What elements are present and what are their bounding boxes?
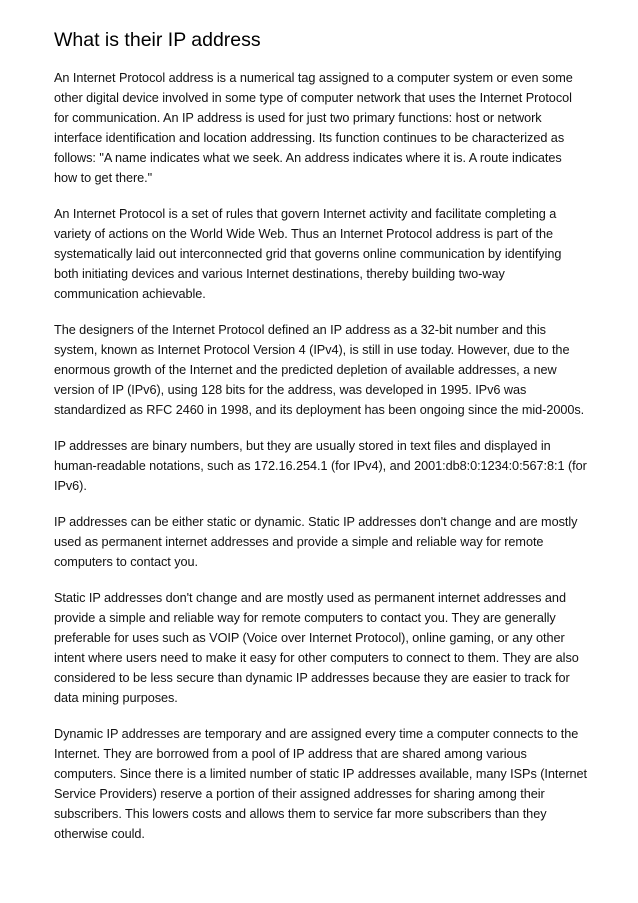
- paragraph-ipv4-ipv6-history: The designers of the Internet Protocol defined an IP address as a 32-bit number and this system, known as Internet Protocol Version 4 (IPv4), is still in use today. However, due to the enormous growth of the Internet and the predicted depletion of available addresses, a new version of IP (IPv6), using 128 bits for the address, was developed in 1995. IPv6 was standardized as RFC 2460 in 1998, and its deployment has been ongoing since the mid-2000s.: [54, 323, 585, 417]
- paragraph-ip-definition: An Internet Protocol address is a numerical tag assigned to a computer system or even some other digital device involved in some type of computer network that uses the Internet Protocol for communication. An IP address is used for just two primary functions: host or network interface identification and location addressing. Its function continues to be characterized as follows: "A name indicates what we seek. An address indicates where it is. A route indicates how to get there.": [54, 71, 573, 185]
- paragraph-static-or-dynamic: IP addresses can be either static or dynamic. Static IP addresses don't change and are mostly used as permanent internet addresses and provide a simple and reliable way for remote computers to contact you.: [54, 515, 578, 569]
- paragraph-protocol-rules: An Internet Protocol is a set of rules that govern Internet activity and facilitate completing a variety of actions on the World Wide Web. Thus an Internet Protocol address is part of the systematically laid out interconnected grid that governs online communication by identifying both initiating devices and various Internet destinations, thereby building two-way communication achievable.: [54, 207, 562, 301]
- document-page: [54, 28, 588, 860]
- paragraph-static-ip: Static IP addresses don't change and are mostly used as permanent internet addresses and provide a simple and reliable way for remote computers to contact you. They are generally preferable for uses such as VOIP (Voice over Internet Protocol), online gaming, or any other intent where users need to make it easy for other computers to connect to them. They are also considered to be less secure than dynamic IP addresses because they are easier to track for data mining purposes.: [54, 591, 579, 705]
- paragraph-dynamic-ip: Dynamic IP addresses are temporary and are assigned every time a computer connects to the Internet. They are borrowed from a pool of IP address that are shared among various computers. Since there is a limited number of static IP addresses available, many ISPs (Internet Service Providers) reserve a portion of their assigned addresses for sharing among their subscribers. This lowers costs and allows them to service far more subscribers than they otherwise could.: [54, 727, 588, 841]
- page-title: What is their IP address: [54, 29, 261, 51]
- paragraph-notation: IP addresses are binary numbers, but they are usually stored in text files and displayed in human-readable notations, such as 172.16.254.1 (for IPv4), and 2001:db8:0:1234:0:567:8:1 (for IPv6).: [54, 439, 587, 493]
